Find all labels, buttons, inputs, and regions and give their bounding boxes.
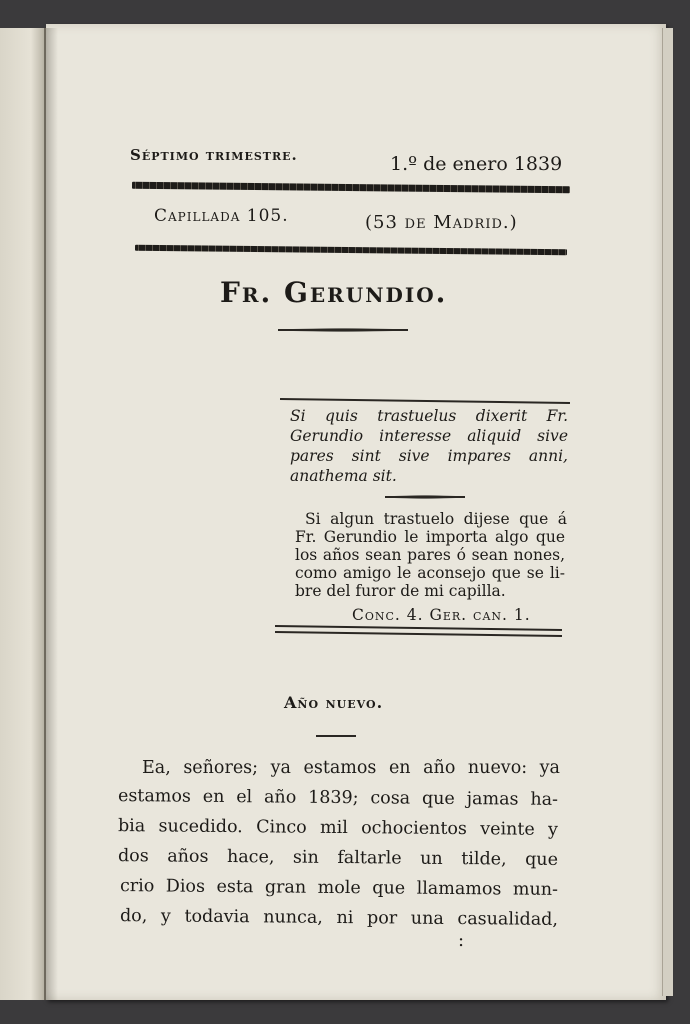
section-title: Año nuevo. (284, 693, 384, 712)
motto-spanish-line: Fr. Gerundio le importa algo que (295, 528, 565, 546)
newspaper-title: Fr. Gerundio. (220, 276, 448, 309)
body-line: do, y todavia nunca, ni por una casualidad, (119, 906, 559, 930)
body-line: crio Dios esta gran mole que llamamos mun- (119, 876, 559, 900)
motto-spanish-line: los años sean pares ó sean nones, (295, 546, 565, 564)
issue-number: Capillada 105. (154, 206, 289, 226)
issue-date: 1.º de enero 1839 (390, 153, 563, 175)
section-divider (316, 735, 356, 737)
citation: Conc. 4. Ger. can. 1. (352, 606, 531, 624)
body-line: estamos en el año 1839; cosa que jamas ha- (117, 786, 559, 810)
title-ornament (278, 328, 408, 332)
page-fore-edge (662, 28, 673, 996)
trimester-label: Séptimo trimestre. (130, 146, 298, 164)
motto-latin-line: anathema sit. (290, 467, 397, 485)
motto-latin-line: Si quis trastuelus dixerit Fr. (290, 407, 568, 425)
body-line: Ea, señores; ya estamos en año nuevo: ya (142, 758, 560, 778)
body-line: dos años hace, sin faltarle un tilde, que (117, 846, 559, 870)
spine-shadow (44, 28, 58, 1000)
motto-spanish-line: bre del furor de mi capilla. (295, 582, 506, 600)
issue-madrid-number: (53 de Madrid.) (365, 212, 518, 233)
motto-spanish-line: Si algun trastuelo dijese que á (305, 510, 567, 528)
catchword: : (458, 930, 465, 951)
motto-latin-line: pares sint sive impares anni, (290, 447, 568, 465)
motto-spanish-line: como amigo le aconsejo que se li- (295, 564, 565, 582)
body-line: bia sucedido. Cinco mil ochocientos veinte y (117, 816, 559, 840)
facing-page-edge (0, 28, 46, 1000)
motto-latin-line: Gerundio interesse aliquid sive (290, 427, 568, 445)
motto-ornament (385, 495, 465, 499)
